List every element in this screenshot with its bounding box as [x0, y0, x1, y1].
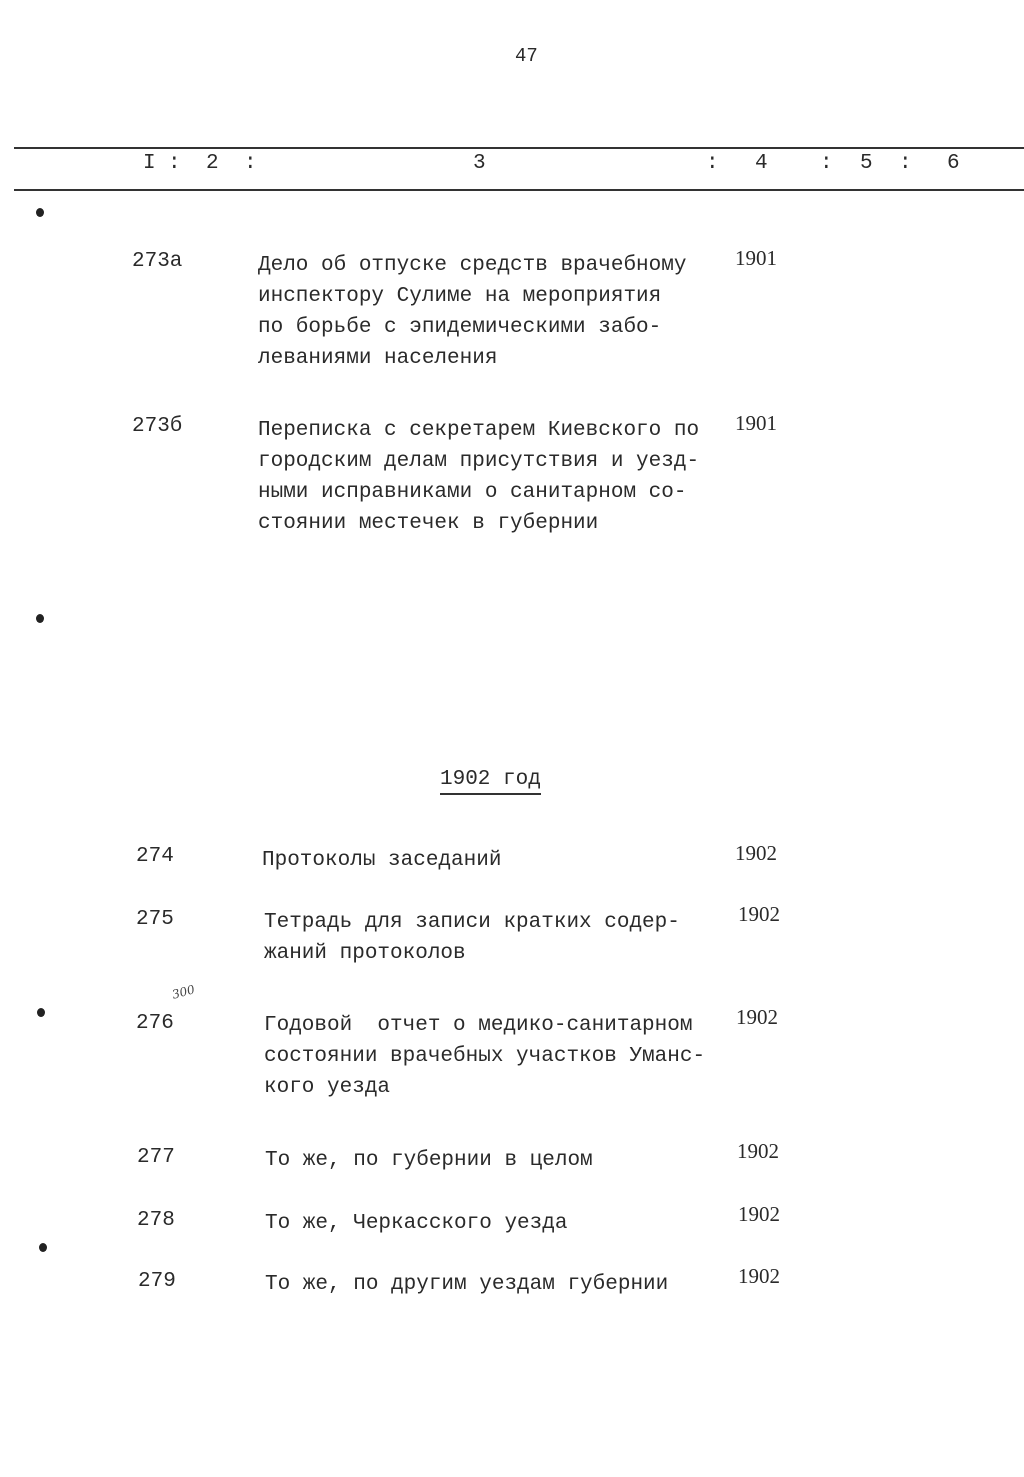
- section-heading: 1902 год: [440, 768, 541, 795]
- table-header-bottom-rule: [14, 189, 1024, 191]
- binder-hole-mark: [39, 1243, 47, 1252]
- entry-description: [265, 1208, 567, 1239]
- header-col-2: 2: [206, 152, 219, 175]
- entry-line: инспектору Сулиме на мероприятия: [258, 285, 662, 308]
- entry-year: 1902: [735, 841, 777, 865]
- entry-number: 278: [137, 1209, 175, 1232]
- entry-line: жаний протоколов: [264, 942, 466, 965]
- entry-year: 1902: [736, 1005, 778, 1029]
- entry-description: [258, 415, 699, 539]
- header-sep: :: [820, 152, 833, 175]
- entry-number: 276: [136, 1012, 174, 1035]
- header-col-5: 5: [860, 152, 873, 175]
- entry-year: 1902: [738, 902, 780, 926]
- entry-line: кого уезда: [264, 1076, 391, 1099]
- entry-description: [265, 1145, 593, 1176]
- entry-year: 1902: [738, 1264, 780, 1288]
- entry-description: [262, 845, 501, 876]
- entry-line: Дело об отпуске средств врачебному: [258, 254, 687, 277]
- entry-line: леваниями населения: [258, 347, 498, 370]
- entry-description: [264, 1010, 705, 1103]
- header-col-1: I: [143, 152, 156, 175]
- entry-number: 279: [138, 1270, 176, 1293]
- header-col-6: 6: [947, 152, 960, 175]
- header-sep: :: [899, 152, 912, 175]
- header-sep: :: [244, 152, 257, 175]
- binder-hole-mark: [36, 208, 44, 217]
- binder-hole-mark: [37, 1008, 45, 1017]
- entry-line: Протоколы заседаний: [262, 849, 502, 872]
- entry-year: 1902: [737, 1139, 779, 1163]
- header-col-3: 3: [473, 152, 486, 175]
- entry-line: ными исправниками о санитарном со-: [258, 481, 687, 504]
- entry-line: городским делам присутствия и уезд-: [258, 450, 700, 473]
- entry-line: по борьбе с эпидемическими забо-: [258, 316, 662, 339]
- entry-year: 1901: [735, 411, 777, 435]
- entry-number: 277: [137, 1146, 175, 1169]
- header-sep: :: [706, 152, 719, 175]
- header-sep: :: [168, 152, 181, 175]
- entry-line: Переписка с секретарем Киевского по: [258, 419, 700, 442]
- binder-hole-mark: [36, 614, 44, 623]
- entry-description: [265, 1269, 668, 1300]
- entry-description: [258, 250, 686, 374]
- entry-number: 273б: [132, 415, 183, 438]
- entry-number: 273а: [132, 250, 183, 273]
- entry-year: 1901: [735, 246, 777, 270]
- entry-number: 274: [136, 845, 174, 868]
- handwritten-note: 300: [170, 982, 197, 1002]
- header-col-4: 4: [755, 152, 768, 175]
- entry-number: 275: [136, 908, 174, 931]
- table-header-top-rule: [14, 147, 1024, 149]
- page-number: 47: [515, 45, 538, 67]
- entry-year: 1902: [738, 1202, 780, 1226]
- entry-description: [264, 907, 680, 969]
- entry-line: Годовой отчет о медико-санитарном: [264, 1014, 693, 1037]
- entry-line: То же, по другим уездам губернии: [265, 1273, 669, 1296]
- entry-line: состоянии врачебных участков Уманс-: [264, 1045, 706, 1068]
- entry-line: стоянии местечек в губернии: [258, 512, 599, 535]
- entry-line: То же, Черкасского уезда: [265, 1212, 568, 1235]
- entry-line: Тетрадь для записи кратких содер-: [264, 911, 680, 934]
- entry-line: То же, по губернии в целом: [265, 1149, 593, 1172]
